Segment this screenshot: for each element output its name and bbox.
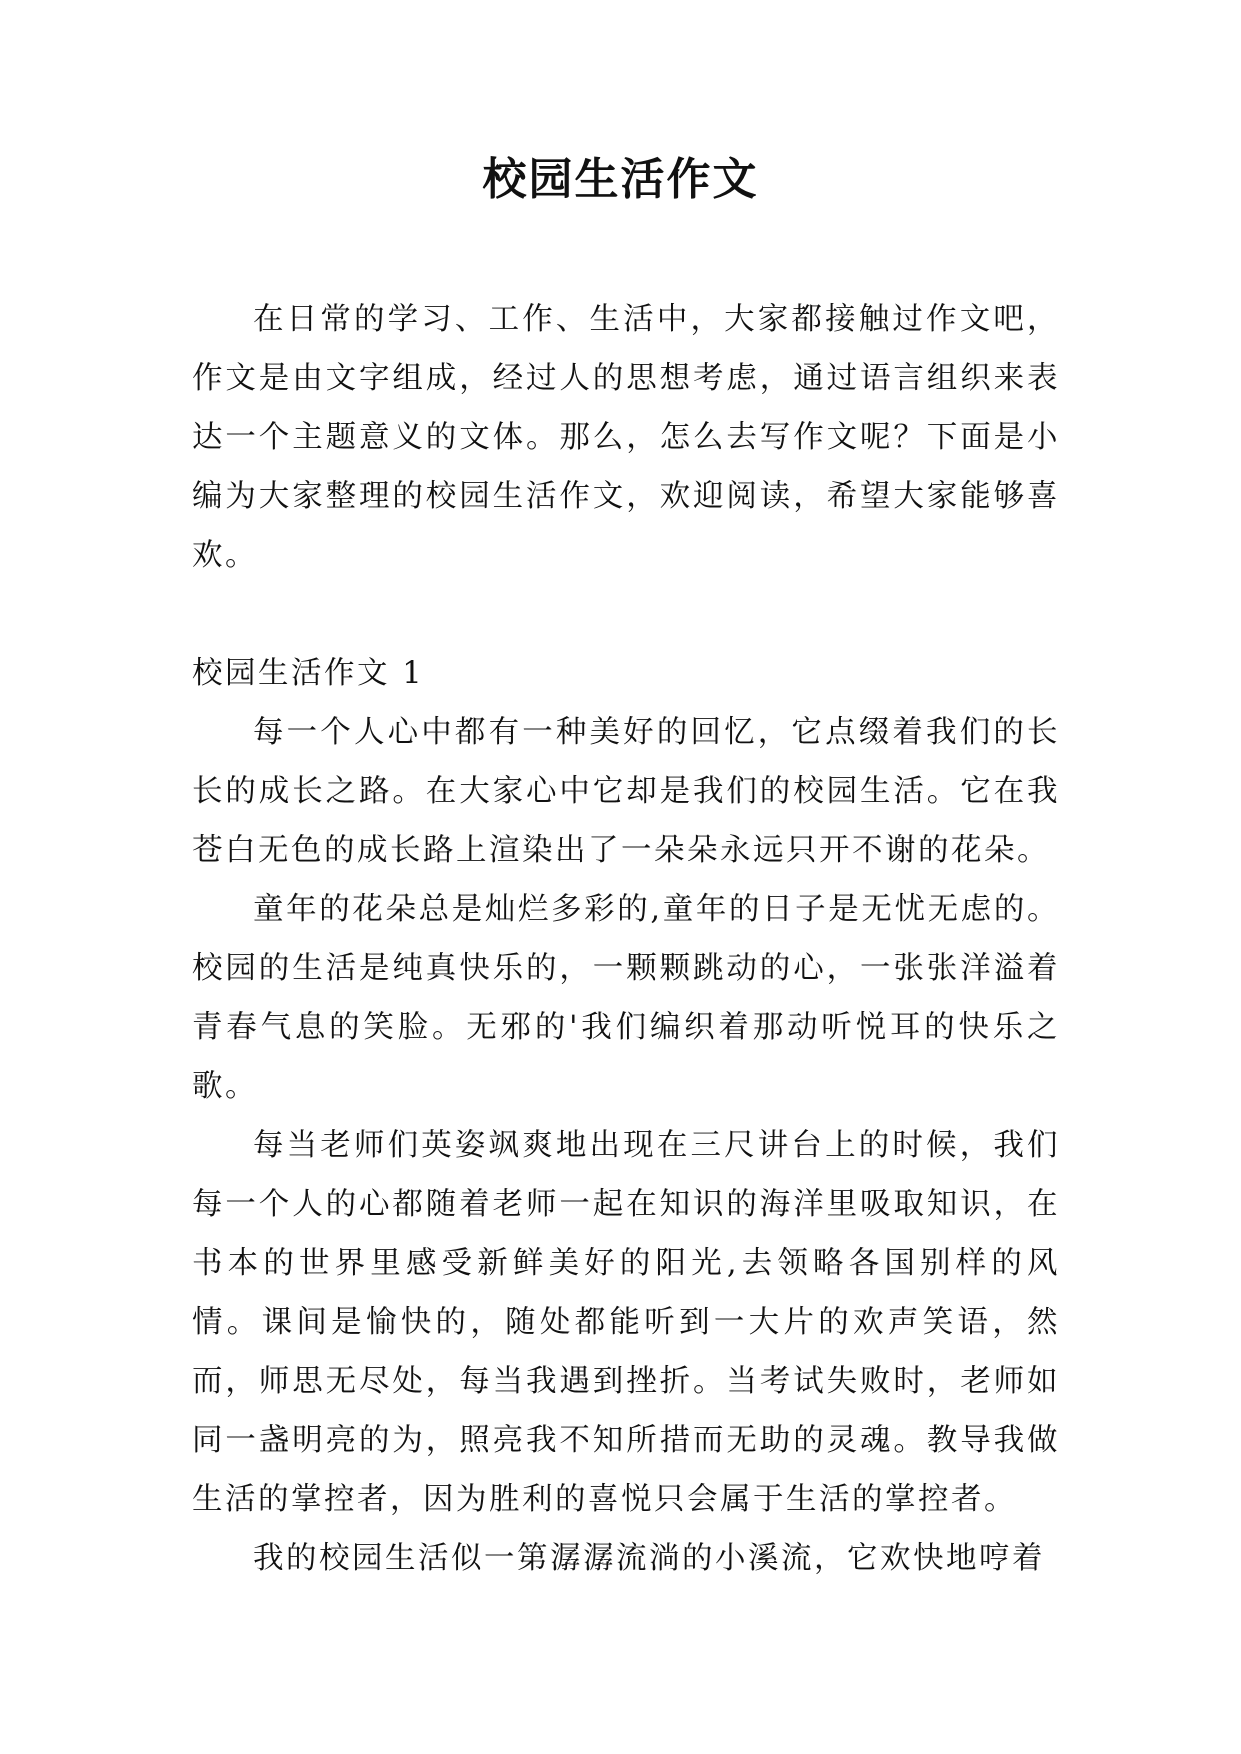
body-paragraph-1: 每一个人心中都有一种美好的回忆，它点缀着我们的长长的成长之路。在大家心中它却是我们的校园生活。它在我苍白无色的成长路上渲染出了一朵朵永远只开不谢的花朵。 bbox=[192, 715, 1060, 868]
document-title: 校园生活作文 bbox=[482, 154, 759, 205]
body-paragraph-3: 每当老师们英姿飒爽地出现在三尺讲台上的时候，我们每一个人的心都随着老师一起在知识的海洋里吸取知识，在书本的世界里感受新鲜美好的阳光,去领略各国别样的风情。课间是愉快的，随处都能听到一大片的欢声笑语，然而，师思无尽处，每当我遇到挫折。当考试失败时，老师如同一盏明亮的为，照亮我不知所措而无助的灵魂。教导我做生活的掌控者，因为胜利的喜悦只会属于生活的掌控者。 bbox=[192, 1128, 1060, 1517]
body-paragraph-4: 我的校园生活似一第潺潺流淌的小溪流，它欢快地哼着 bbox=[253, 1541, 1045, 1576]
section-heading: 校园生活作文 1 bbox=[192, 656, 425, 691]
body-paragraph-2: 童年的花朵总是灿烂多彩的,童年的日子是无忧无虑的。校园的生活是纯真快乐的，一颗颗跳动的心，一张张洋溢着青春气息的笑脸。无邪的'我们编织着那动听悦耳的快乐之歌。 bbox=[192, 892, 1060, 1104]
document-body bbox=[192, 290, 1060, 1588]
intro-paragraph: 在日常的学习、工作、生活中，大家都接触过作文吧，作文是由文字组成，经过人的思想考虑，通过语言组织来表达一个主题意义的文体。那么，怎么去写作文呢？下面是小编为大家整理的校园生活作文，欢迎阅读，希望大家能够喜欢。 bbox=[192, 302, 1060, 573]
